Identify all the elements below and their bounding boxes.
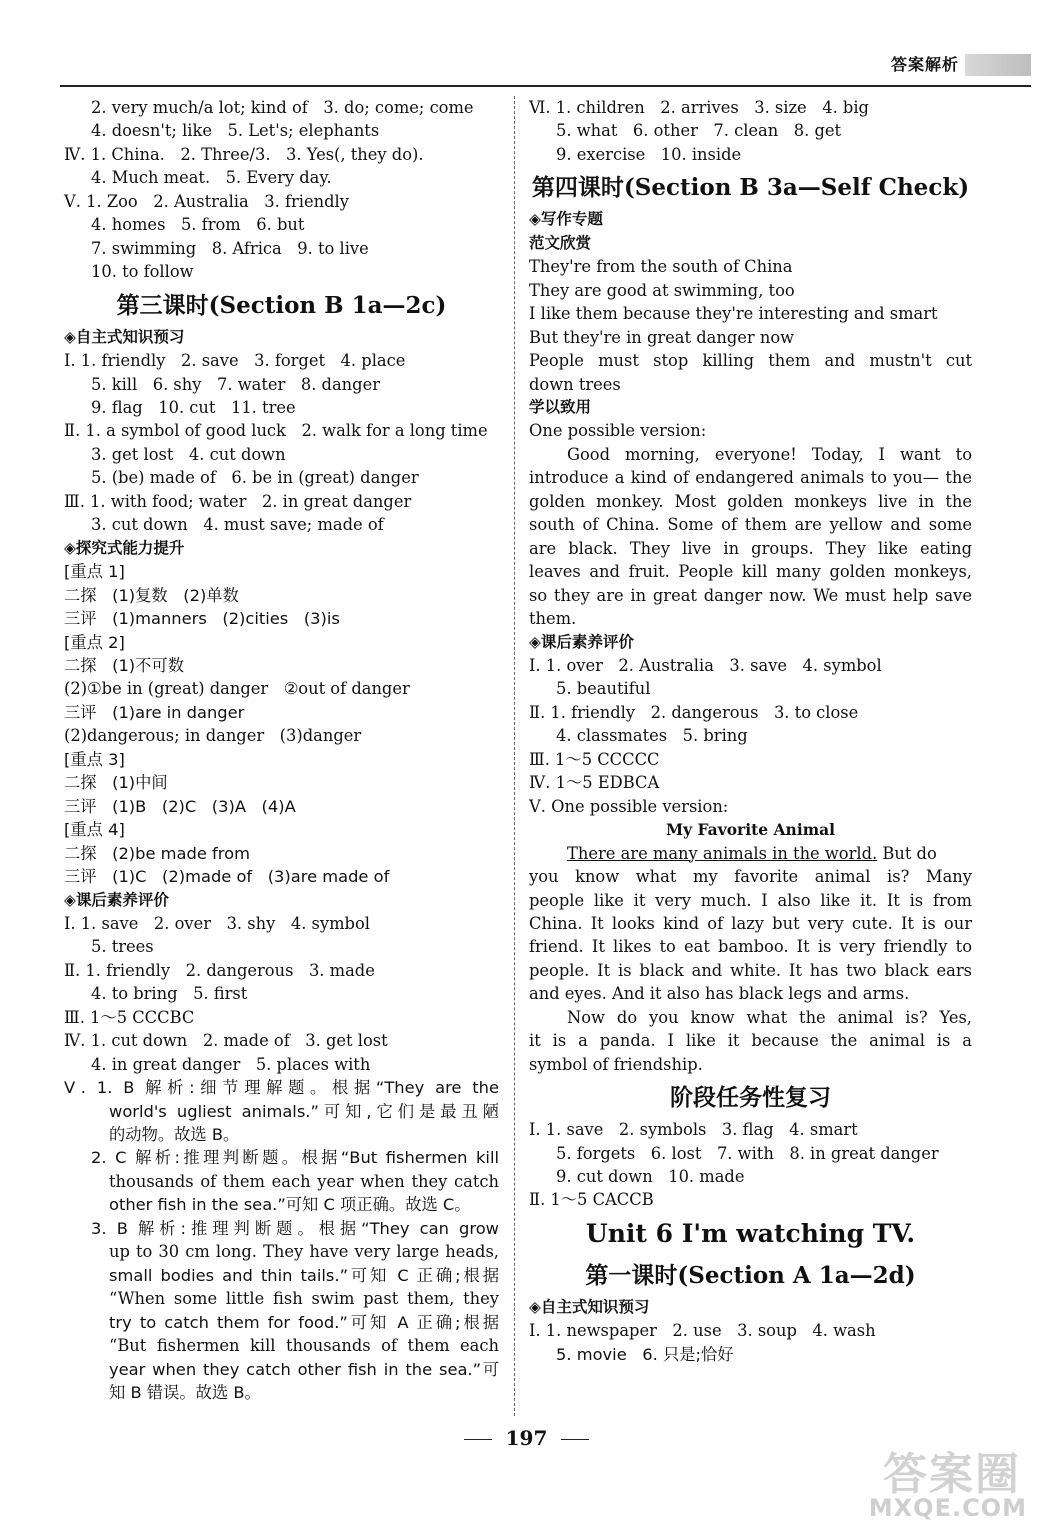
essay-line-rest: But do [877,843,937,863]
section-heading: 第三课时(Section B 1a—2c) [116,291,447,319]
answer-line: Ⅳ. 1. China. 2. Three/3. 3. Yes(, they do). [64,144,424,164]
text-line: try to catch them for food.”可知 A 正确;根据 [109,1312,499,1332]
answer-line: Ⅵ. 1. children 2. arrives 3. size 4. big [529,98,869,117]
answer-line: Ⅴ. 1. Zoo 2. Australia 3. friendly [64,191,349,211]
answer-line: Ⅳ. 1. cut down 2. made of 3. get lost [64,1031,388,1051]
answer-line: 9. exercise 10. inside [556,144,742,164]
answer-line: Ⅱ. 1～5 CACCB [529,1190,654,1210]
text-line: 2. C 解析:推理判断题。根据“But fishermen kill [91,1148,499,1168]
answer-line: 4. classmates 5. bring [556,726,748,746]
answer-line: other fish in the sea.”可知 C 项正确。故选 C。 [109,1195,471,1215]
text-line: south of China. Some of them are yellow and some [529,515,972,535]
text-line: “But fishermen kill thousands of them each [109,1336,499,1356]
answer-line: Ⅱ. 1. friendly 2. dangerous 3. to close [529,702,859,722]
answer-line: Ⅰ. 1. over 2. Australia 3. save 4. symbol [529,655,882,675]
text-line: Now do you know what the animal is? Yes, [567,1007,972,1027]
essay-title: My Favorite Animal [665,820,836,840]
answer-line: Ⅰ. 1. save 2. symbols 3. flag 4. smart [529,1120,858,1140]
answer-line: 二探 (1)复数 (2)单数 [64,585,239,605]
section-tag: ◈写作专题 [529,210,603,229]
answer-line: 5. kill 6. shy 7. water 8. danger [91,374,381,394]
answer-line: 三评 (1)C (2)made of (3)are made of [64,867,390,887]
answer-line: Ⅱ. 1. a symbol of good luck 2. walk for a long time [64,421,488,441]
text-line: friend. It likes to eat bamboo. It is very friendly to [529,937,972,957]
answer-line: Ⅰ. 1. newspaper 2. use 3. soup 4. wash [529,1321,876,1341]
watermark-logo [853,1438,1031,1524]
answer-line: symbol of friendship. [529,1054,703,1074]
answer-line: One possible version: [529,421,707,441]
left-column [64,96,499,1404]
answer-line: They are good at swimming, too [529,280,795,300]
answer-line: Ⅲ. 1～5 CCCBC [64,1007,195,1027]
section-heading: 阶段任务性复习 [670,1084,831,1112]
text-line: are black. They live in groups. They like eating [529,538,972,558]
text-line: people. It is black and white. It has two black ears [529,960,972,980]
text-line: Ⅴ. 1. B 解析:细节理解题。根据“They are the [64,1078,499,1098]
column-divider [514,96,515,1416]
text-line: “When some little fish swim past them, they [109,1289,499,1309]
answer-line: Ⅰ. 1. friendly 2. save 3. forget 4. place [64,351,406,371]
answer-line: Ⅱ. 1. friendly 2. dangerous 3. made [64,960,375,980]
page-header [0,46,1053,86]
answer-line: 5. movie 6. 只是;恰好 [556,1344,734,1364]
answer-line: 3. get lost 4. cut down [91,444,286,464]
section-heading: 第四课时(Section B 3a—Self Check) [531,174,970,202]
answer-line: (2)dangerous; in danger (3)danger [64,726,362,746]
text-line: people like it very much. I also like it. It is from [529,890,972,910]
section-tag: ◈课后素养评价 [529,632,634,651]
essay-line [529,842,972,865]
text-line: year when they catch other fish in the sea.”可 [109,1359,499,1379]
answer-line: down trees [529,374,621,394]
answer-line: [重点 4] [64,820,125,840]
section-tag: 学以致用 [529,397,592,416]
page-number-text: 197 [505,1426,548,1450]
right-column [529,96,972,1366]
answer-line: 二探 (1)不可数 [64,655,184,675]
answer-line: 5. what 6. other 7. clean 8. get [556,121,842,141]
section-tag: ◈自主式知识预习 [529,1297,650,1316]
text-line: golden monkey. Most golden monkeys live in the [529,491,972,511]
answer-line: 三评 (1)manners (2)cities (3)is [64,609,340,629]
answer-line: 5. beautiful [556,679,651,699]
section-heading: Unit 6 I'm watching TV. [585,1218,916,1248]
answer-line: 二探 (1)中间 [64,773,168,793]
answer-line: them. [529,609,577,629]
text-line: introduce a kind of endangered animals to you— the [529,468,972,488]
answer-line: [重点 1] [64,562,125,582]
section-tag: ◈探究式能力提升 [64,538,185,557]
answer-line: Ⅴ. One possible version: [529,796,729,816]
text-line: up to 30 cm long. They have very large heads, [109,1242,499,1262]
header-rule [60,85,1031,87]
answer-line: 二探 (2)be made from [64,843,250,863]
answer-line: 5. (be) made of 6. be in (great) danger [91,468,419,488]
answer-line: 4. homes 5. from 6. but [91,215,305,235]
section-tag: 范文欣赏 [529,233,592,252]
text-line: People must stop killing them and mustn't cut [529,351,972,371]
section-tag: ◈自主式知识预习 [64,327,185,346]
answer-line: [重点 3] [64,749,125,769]
answer-line: Ⅳ. 1～5 EDBCA [529,773,660,793]
answer-line: and eyes. And it also has black legs and arms. [529,984,910,1004]
watermark-text: 答案圈 [883,1449,1021,1500]
answer-line: 5. trees [91,937,154,957]
underlined-sentence: There are many animals in the world. [567,843,878,863]
answer-line: 三评 (1)are in danger [64,702,245,722]
answer-line: 5. forgets 6. lost 7. with 8. in great danger [556,1143,939,1163]
section-tag: ◈课后素养评价 [64,890,169,909]
text-line: world's ugliest animals.”可知,它们是最丑陋 [109,1101,499,1121]
text-line: so they are in great danger now. We must help save [529,585,972,605]
section-heading: 第一课时(Section A 1a—2d) [585,1261,916,1289]
answer-line: 的动物。故选 B。 [109,1125,240,1145]
answer-line: 10. to follow [91,262,194,282]
text-line: China. It looks kind of lazy but very cute. It is our [529,913,972,933]
text-line: thousands of them each year when they catch [109,1171,499,1191]
answer-line: (2)①be in (great) danger ②out of danger [64,679,410,699]
answer-line: 4. doesn't; like 5. Let's; elephants [91,121,380,141]
answer-line: 9. cut down 10. made [556,1167,745,1187]
answer-line: 2. very much/a lot; kind of 3. do; come; come [91,98,474,117]
text-line: you know what my favorite animal is? Many [529,867,972,887]
answer-line: 4. to bring 5. first [91,984,248,1004]
watermark-url: MXQE.COM [868,1494,1027,1522]
text-line: it is a panda. I like it because the animal is a [529,1031,972,1051]
answer-line: 4. Much meat. 5. Every day. [91,168,332,188]
answer-line: Ⅲ. 1～5 CCCCC [529,749,660,769]
answer-line: I like them because they're interesting and smart [529,304,938,324]
text-line: leaves and fruit. People kill many golden monkeys, [529,562,972,582]
answer-line: 3. cut down 4. must save; made of [91,515,384,535]
text-line: 3. B 解析:推理判断题。根据“They can grow [91,1218,499,1238]
answer-line: They're from the south of China [529,257,793,277]
answer-line: 知 B 错误。故选 B。 [109,1383,261,1403]
header-decor-bar [965,54,1031,76]
page-number-dash-right [561,1439,589,1440]
answer-line: 9. flag 10. cut 11. tree [91,397,296,417]
answer-line: [重点 2] [64,632,125,652]
page-number-dash-left [464,1439,492,1440]
text-line: small bodies and thin tails.”可知 C 正确;根据 [109,1265,499,1285]
answer-line: Ⅰ. 1. save 2. over 3. shy 4. symbol [64,913,370,933]
answer-line: 4. in great danger 5. places with [91,1054,371,1074]
answer-line: 7. swimming 8. Africa 9. to live [91,238,369,258]
answer-line: But they're in great danger now [529,327,795,347]
text-line: Good morning, everyone! Today, I want to [567,444,972,464]
answer-line: Ⅲ. 1. with food; water 2. in great danger [64,491,412,511]
header-label: 答案解析 [890,55,959,74]
answer-line: 三评 (1)B (2)C (3)A (4)A [64,796,296,816]
